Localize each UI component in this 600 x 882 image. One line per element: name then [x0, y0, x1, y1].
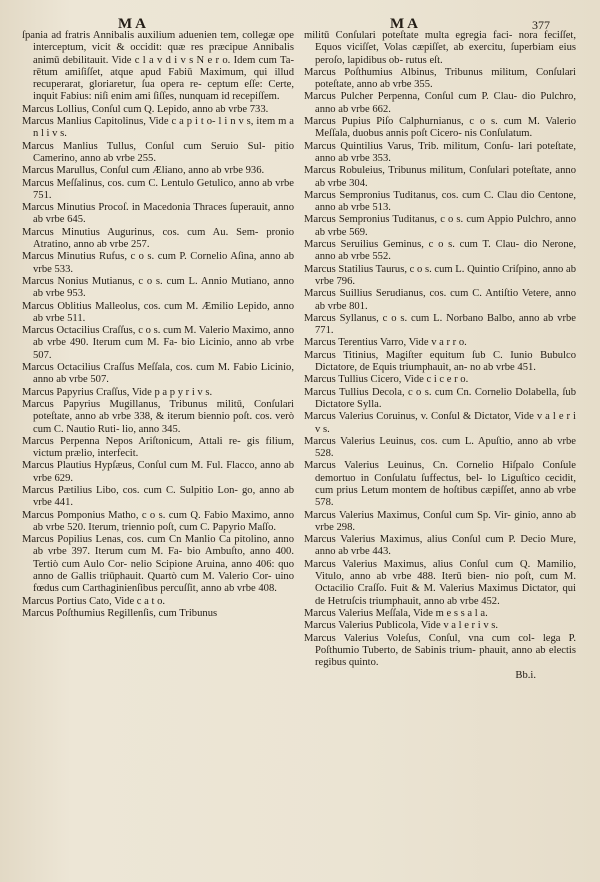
dictionary-entry: Marcus Minutius Rufus, c o s. cum P. Cornelio Aſina, anno ab vrbe 533.: [22, 251, 294, 275]
dictionary-entry: Marcus Pætilius Libo, cos. cum C. Sulpitio Lon- go, anno ab vrbe 441.: [22, 484, 294, 509]
dictionary-entry: Marcus Plautius Hypſæus, Conſul cum M. Ful. Flacco, anno ab vrbe 629.: [22, 460, 294, 484]
dictionary-entry: Marcus Pupius Piſo Calphurnianus, c o s. cum M. Valerio Meſſala, duobus annis poſt Cicero- nis Conſulatum.: [304, 116, 576, 140]
dictionary-entry: Marcus Valerius Voleſus, Conſul, vna cum col- lega P. Poſthumio Tuberto, de Sabinis trium- phauit, anno ab electis regibus quinto.: [304, 632, 576, 669]
dictionary-entry: Marcus Pulcher Perpenna, Conſul cum P. Clau- dio Pulchro, anno ab vrbe 662.: [304, 91, 576, 115]
dictionary-entry: Marcus Sempronius Tuditanus, c o s. cum Appio Pulchro, anno ab vrbe 569.: [304, 214, 576, 238]
dictionary-entry: Marcus Oblitius Malleolus, cos. cum M. Æmilio Lepido, anno ab vrbe 511.: [22, 300, 294, 324]
dictionary-entry: Marcus Marullus, Conſul cum Æliano, anno ab vrbe 936.: [22, 165, 265, 177]
dictionary-entry: Marcus Minutius Augurinus, cos. cum Au. Sem- pronio Atratino, anno ab vrbe 257.: [22, 226, 294, 251]
dictionary-entry: Marcus Valerius Leuinus, cos. cum L. Apuſtio, anno ab vrbe 528.: [304, 435, 576, 460]
dictionary-entry: Marcus Statilius Taurus, c o s. cum L. Quintio Criſpino, anno ab vrbe 796.: [304, 263, 576, 287]
page-number: 377: [532, 18, 550, 32]
header-left-letters: M A: [118, 16, 146, 32]
dictionary-entry: Marcus Valerius Publicola, Vide v a l e r i v s.: [304, 620, 499, 632]
dictionary-entry: Marcus Perpenna Nepos Ariſtonicum, Attali re- gis filium, victum prælio, interfecit.: [22, 435, 294, 460]
dictionary-entry: Marcus Titinius, Magiſter equitum ſub C. Iunio Bubulco Dictatore, de Equis triumphauit, an- no ab vrbe 451.: [304, 349, 576, 374]
dictionary-entry: Marcus Pomponius Matho, c o s. cum Q. Fabio Maximo, anno ab vrbe 520. Iterum, triennio poſt, cum C. Papyrio Maſſo.: [22, 509, 294, 533]
signature-mark: Bb.i.: [515, 670, 536, 682]
dictionary-entry: Marcus Valerius Leuinus, Cn. Cornelio Hiſpalo Conſule demortuo in Conſulatu ſuffectus, bel- lo Liguſtico cecidit, cum prius Letum montem de hoſtibus cæpiſſet, anno ab vrbe 578.: [304, 460, 576, 509]
dictionary-entry: Marcus Valerius Maximus, Conſul cum Sp. Vir- ginio, anno ab vrbe 298.: [304, 509, 576, 533]
dictionary-entry: Marcus Manlius Tullus, Conſul cum Seruio Sul- pitio Camerino, anno ab vrbe 255.: [22, 140, 294, 164]
dictionary-entry: Marcus Minutius Procoſ. in Macedonia Thraces ſuperauit, anno ab vrbe 645.: [22, 202, 294, 226]
dictionary-entry: Marcus Manlius Capitolinus, Vide c a p i t o- l i n v s, item m a n l i v s.: [22, 116, 294, 140]
dictionary-entry: Marcus Sempronius Tuditanus, cos. cum C. Clau dio Centone, anno ab vrbe 513.: [304, 189, 576, 214]
dictionary-entry: Marcus Octacilius Craſſus Meſſala, cos. cum M. Fabio Licinio, anno ab vrbe 507.: [22, 362, 294, 386]
left-column: [22, 30, 294, 620]
dictionary-entry: Marcus Suillius Serudianus, cos. cum C. Antiſtio Vetere, anno ab vrbe 801.: [304, 288, 576, 312]
dictionary-entry: Marcus Tullius Cicero, Vide c i c e r o.: [304, 374, 469, 386]
dictionary-entry: Marcus Quintilius Varus, Trib. militum, Conſu- lari poteſtate, anno ab vrbe 353.: [304, 140, 576, 164]
dictionary-entry: Marcus Papyrius Mugillanus, Tribunus militū, Conſulari poteſtate, anno ab vrbe 338, & iterum biennio poſt. cos. verò cum C. Nautio Ruti- lio, anno 345.: [22, 398, 294, 435]
dictionary-entry: Marcus Meſſalinus, cos. cum C. Lentulo Getulico, anno ab vrbe 751.: [22, 177, 294, 201]
right-column: [304, 30, 576, 683]
header-right-letters: M A: [390, 16, 418, 32]
dictionary-entry: Marcus Papyrius Craſſus, Vide p a p y r i v s.: [22, 386, 213, 398]
dictionary-entry: Marcus Poſthumius Albinus, Tribunus militum, Conſulari poteſtate, anno ab vrbe 355.: [304, 66, 576, 91]
dictionary-entry: ſpania ad fratris Annibalis auxilium aduenien tem, collegæ ope interceptum, vicit & occidit: quæ res præcipue Annibalis animū debilitauit. Vide c l a v d i v s N e r o. Idem cum Ta- rētum amiſiſſet, atque apud Fabiū Maximum, qui illud recuperarat, gloriaretur, ſua opera re- ceptum eſſe: Certe, inquit Fabius: niſi enim ami ſiſſes, nunquam id recepiſſem.: [22, 30, 294, 103]
dictionary-entry: Marcus Seruilius Geminus, c o s. cum T. Clau- dio Nerone, anno ab vrbe 552.: [304, 239, 576, 263]
dictionary-entry: Marcus Valerius Coruinus, v. Conſul & Dictator, Vide v a l e r i v s.: [304, 411, 576, 435]
dictionary-entry: Marcus Terentius Varro, Vide v a r r o.: [304, 337, 467, 349]
dictionary-entry: Marcus Nonius Mutianus, c o s. cum L. Annio Mutiano, anno ab vrbe 953.: [22, 275, 294, 300]
dictionary-entry: Marcus Popilius Lenas, cos. cum Cn Manlio Ca pitolino, anno ab vrbe 397. Iterum cum M. Fa- bio Ambuſto, anno 400. Tertiò cum Aulo Cor- nelio Scipione Aruina, anno 406: quo anno de Gallis triūphauit. Quartò cum M. Valerio Cor- uino fœdus cum Carthaginienſibus percuſſit, anno ab vrbe 408.: [22, 534, 294, 595]
dictionary-entry: Marcus Portius Cato, Vide c a t o.: [22, 595, 166, 607]
dictionary-entry: militū Conſulari poteſtate multa egregia faci- nora feciſſet, Equos viciſſet, Volas cæpiſſet, ab exercitu, ſuperbiam eius peroſo, lapidibus ob- rutus eſt.: [304, 30, 576, 66]
dictionary-entry: Marcus Lollius, Conſul cum Q. Lepido, anno ab vrbe 733.: [22, 103, 269, 115]
dictionary-entry: Marcus Robuleius, Tribunus militum, Conſulari poteſtate, anno ab vrbe 304.: [304, 165, 576, 189]
dictionary-entry: Marcus Valerius Meſſala, Vide m e s s a l a.: [304, 607, 488, 619]
dictionary-entry: Marcus Valerius Maximus, alius Conſul cum Q. Mamilio, Vitulo, anno ab vrbe 488. Iterū bien- nio poſt, cum M. Octacilio Craſſo. Fuit & M. Valerius Maximus Dictator, qui de Hetruſcis triumphauit, anno ab vrbe 452.: [304, 558, 576, 607]
dictionary-entry: Marcus Poſthumius Regillenſis, cum Tribunus: [22, 607, 218, 619]
dictionary-entry: Marcus Octacilius Craſſus, c o s. cum M. Valerio Maximo, anno ab vrbe 490. Iterum cum M. Fa- bio Licinio, anno ab vrbe 507.: [22, 325, 294, 361]
dictionary-entry: Marcus Valerius Maximus, alius Conſul cum P. Decio Mure, anno ab vrbe 443.: [304, 534, 576, 558]
dictionary-entry: Marcus Syllanus, c o s. cum L. Norbano Balbo, anno ab vrbe 771.: [304, 312, 576, 337]
dictionary-entry: Marcus Tullius Decola, c o s. cum Cn. Cornelio Dolabella, ſub Dictatore Sylla.: [304, 386, 576, 410]
